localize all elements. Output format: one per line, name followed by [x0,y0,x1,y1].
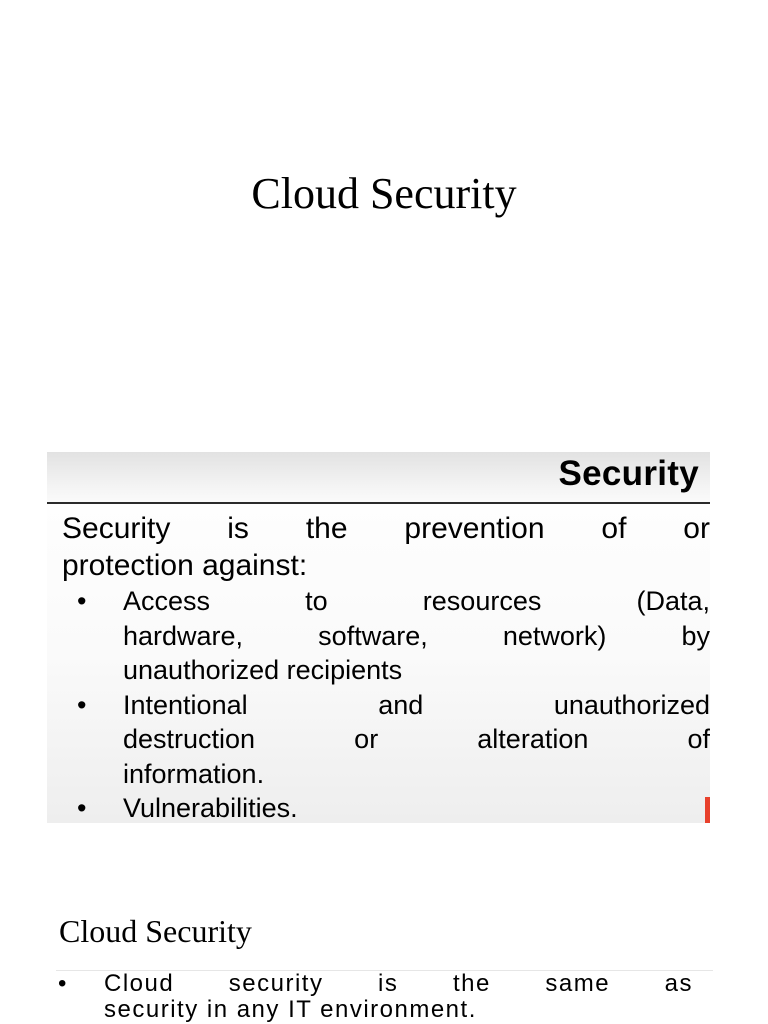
slide-intro [62,510,710,584]
slide-body [62,510,710,823]
bullet-icon: • [58,970,68,997]
bullet-icon: • [77,689,87,720]
bullet-line: unauthorized recipients [123,655,403,685]
bullet-item [62,688,710,792]
bullet-item [62,584,710,688]
cloud-security-slide [56,971,693,1023]
bullet-line: Intentional and unauthorized [123,689,710,720]
bullet-line: destruction or alteration of [123,724,710,754]
slide-header-rule [47,502,710,504]
bullet-list [62,584,710,823]
page-title: Cloud Security [251,169,517,218]
section-heading: Cloud Security [59,913,252,949]
bullet-line: Vulnerabilities. [123,793,298,823]
slide-heading: Security [558,454,699,493]
bullet-line: security in any IT environment. [104,996,477,1023]
bullet-item [62,791,710,823]
bullet-line: Cloud security is the same as [104,970,693,997]
intro-line: protection against: [62,549,308,582]
bullet-line: Access to resources (Data, [123,586,710,616]
intro-line: Security is the prevention of or [62,512,710,545]
slide-accent-bar [705,797,710,823]
bullet-line: information. [123,758,265,789]
bullet-icon: • [77,793,87,823]
slide-header [47,452,710,502]
bullet-item [56,971,693,1023]
bullet-icon: • [77,586,87,616]
bullet-line: hardware, software, network) by [123,620,710,651]
security-slide [47,452,710,823]
